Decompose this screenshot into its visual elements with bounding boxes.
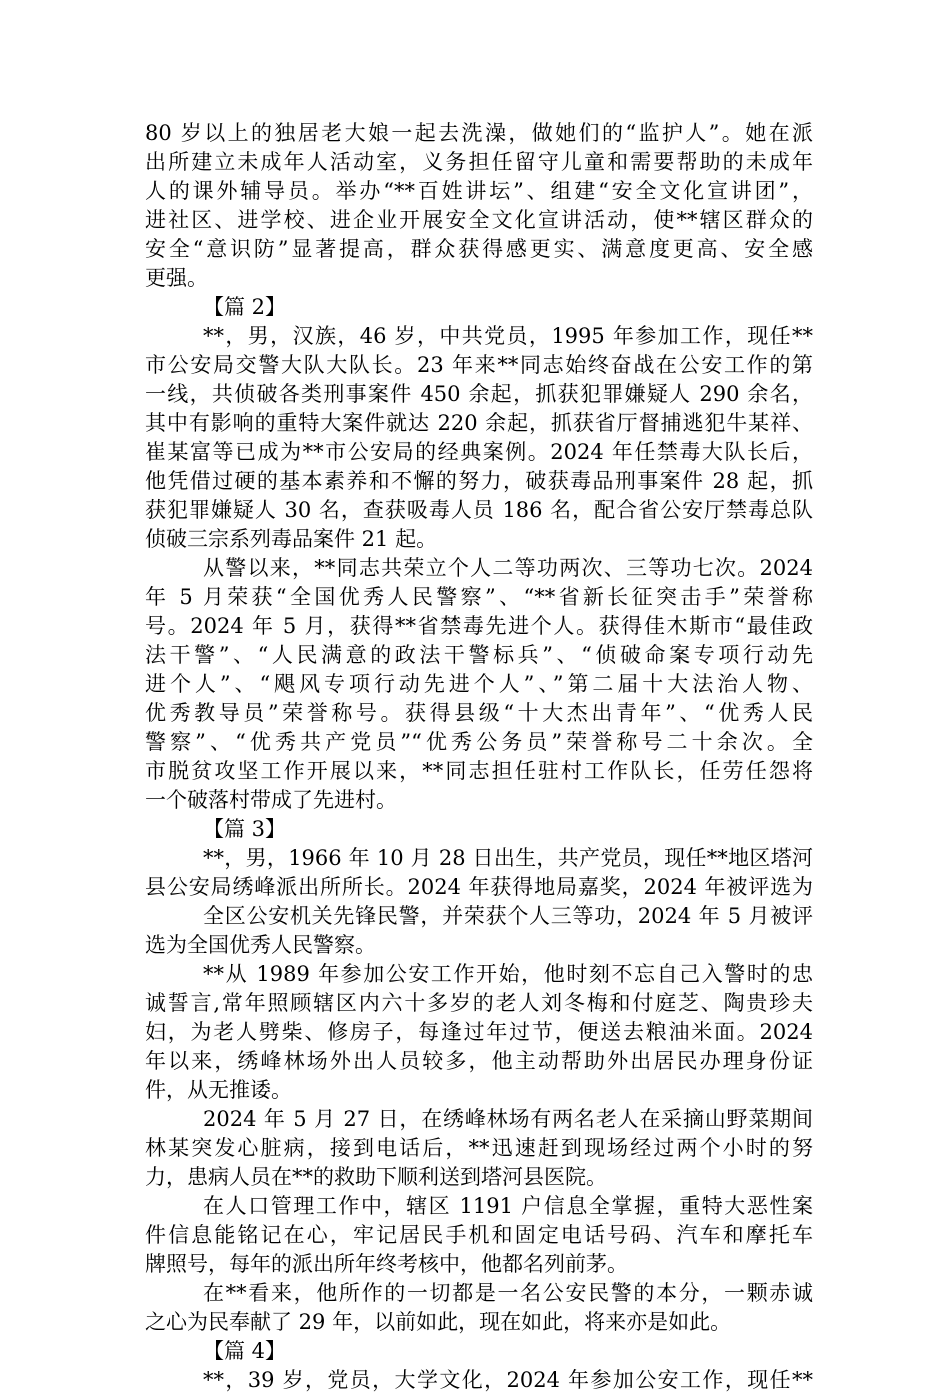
text-line: 出所建立未成年人活动室，义务担任留守儿童和需要帮助的未成年: [145, 150, 813, 174]
text-line: 牌照号，每年的派出所年终考核中，他都名列前茅。: [145, 1252, 628, 1276]
text-line: 县公安局绣峰派出所所长。2024 年获得地局嘉奖，2024 年被评选为: [145, 875, 813, 899]
text-line: **，39 岁，党员，大学文化，2024 年参加公安工作，现任**: [203, 1368, 813, 1392]
text-line: 市脱贫攻坚工作开展以来，**同志担任驻村工作队长，任劳任怨将: [145, 759, 813, 783]
text-line: 号。2024 年 5 月，获得**省禁毒先进个人。获得佳木斯市“最佳政: [145, 614, 813, 638]
document-body: [145, 119, 813, 1395]
text-line: 诚誓言,常年照顾辖区内六十多岁的老人刘冬梅和付庭芝、陶贵珍夫: [145, 991, 813, 1015]
text-line: 一个破落村带成了先进村。: [145, 788, 397, 812]
text-line: 在**看来，他所作的一切都是一名公安民警的本分，一颗赤诚: [203, 1281, 813, 1305]
text-line: 【篇 3】: [203, 817, 287, 841]
text-line: 件，从无推诿。: [145, 1078, 292, 1102]
text-line: 崔某富等已成为**市公安局的经典案例。2024 年任禁毒大队长后，: [145, 440, 813, 464]
text-line: 获犯罪嫌疑人 30 名，查获吸毒人员 186 名，配合省公安厅禁毒总队: [145, 498, 813, 522]
text-line: **，男，1966 年 10 月 28 日出生，共产党员，现任**地区塔河: [203, 846, 813, 870]
text-line: 从警以来，**同志共荣立个人二等功两次、三等功七次。2024: [203, 556, 813, 580]
text-line: 选为全国优秀人民警察。: [145, 933, 376, 957]
text-line: 安全“意识防”显著提高，群众获得感更实、满意度更高、安全感: [145, 237, 813, 261]
text-line: 之心为民奉献了 29 年，以前如此，现在如此，将来亦是如此。: [145, 1310, 732, 1334]
text-line: 在人口管理工作中，辖区 1191 户信息全掌握，重特大恶性案: [203, 1194, 813, 1218]
text-line: 【篇 4】: [203, 1339, 287, 1363]
text-line: 全区公安机关先锋民警，并荣获个人三等功，2024 年 5 月被评: [203, 904, 813, 928]
text-line: 法干警”、“人民满意的政法干警标兵”、“侦破命案专项行动先: [145, 643, 813, 667]
text-line: 侦破三宗系列毒品案件 21 起。: [145, 527, 438, 551]
text-line: **，男，汉族，46 岁，中共党员，1995 年参加工作，现任**: [203, 324, 813, 348]
text-line: 市公安局交警大队大队长。23 年来**同志始终奋战在公安工作的第: [145, 353, 813, 377]
text-line: 2024 年 5 月 27 日，在绣峰林场有两名老人在采摘山野菜期间: [203, 1107, 813, 1131]
text-line: 妇，为老人劈柴、修房子，每逢过年过节，便送去粮油米面。2024: [145, 1020, 813, 1044]
text-line: 件信息能铭记在心，牢记居民手机和固定电话号码、汽车和摩托车: [145, 1223, 813, 1247]
text-line: 一线，共侦破各类刑事案件 450 余起，抓获犯罪嫌疑人 290 余名，: [145, 382, 813, 406]
text-line: 其中有影响的重特大案件就达 220 余起，抓获省厅督捕逃犯牛某祥、: [145, 411, 813, 435]
text-line: 进社区、进学校、进企业开展安全文化宣讲活动，使**辖区群众的: [145, 208, 813, 232]
text-line: 80 岁以上的独居老大娘一起去洗澡，做她们的“监护人”。她在派: [145, 121, 813, 145]
text-line: **从 1989 年参加公安工作开始，他时刻不忘自己入警时的忠: [203, 962, 813, 986]
text-line: 【篇 2】: [203, 295, 287, 319]
text-line: 林某突发心脏病，接到电话后，**迅速赶到现场经过两个小时的努: [145, 1136, 813, 1160]
text-line: 优秀教导员”荣誉称号。获得县级“十大杰出青年”、“优秀人民: [145, 701, 813, 725]
text-line: 他凭借过硬的基本素养和不懈的努力，破获毒品刑事案件 28 起，抓: [145, 469, 813, 493]
text-line: 年以来，绣峰林场外出人员较多，他主动帮助外出居民办理身份证: [145, 1049, 813, 1073]
text-line: 进个人”、“飓风专项行动先进个人”、”第二届十大法治人物、: [145, 672, 813, 696]
text-line: 力，患病人员在**的救助下顺利送到塔河县医院。: [145, 1165, 607, 1189]
text-line: 人的课外辅导员。举办“**百姓讲坛”、组建“安全文化宣讲团”，: [145, 179, 813, 203]
text-line: 更强。: [145, 266, 208, 290]
text-line: 年 5 月荣获“全国优秀人民警察”、“**省新长征突击手”荣誉称: [145, 585, 813, 609]
text-line: 警察”、“优秀共产党员”“优秀公务员”荣誉称号二十余次。全: [145, 730, 813, 754]
